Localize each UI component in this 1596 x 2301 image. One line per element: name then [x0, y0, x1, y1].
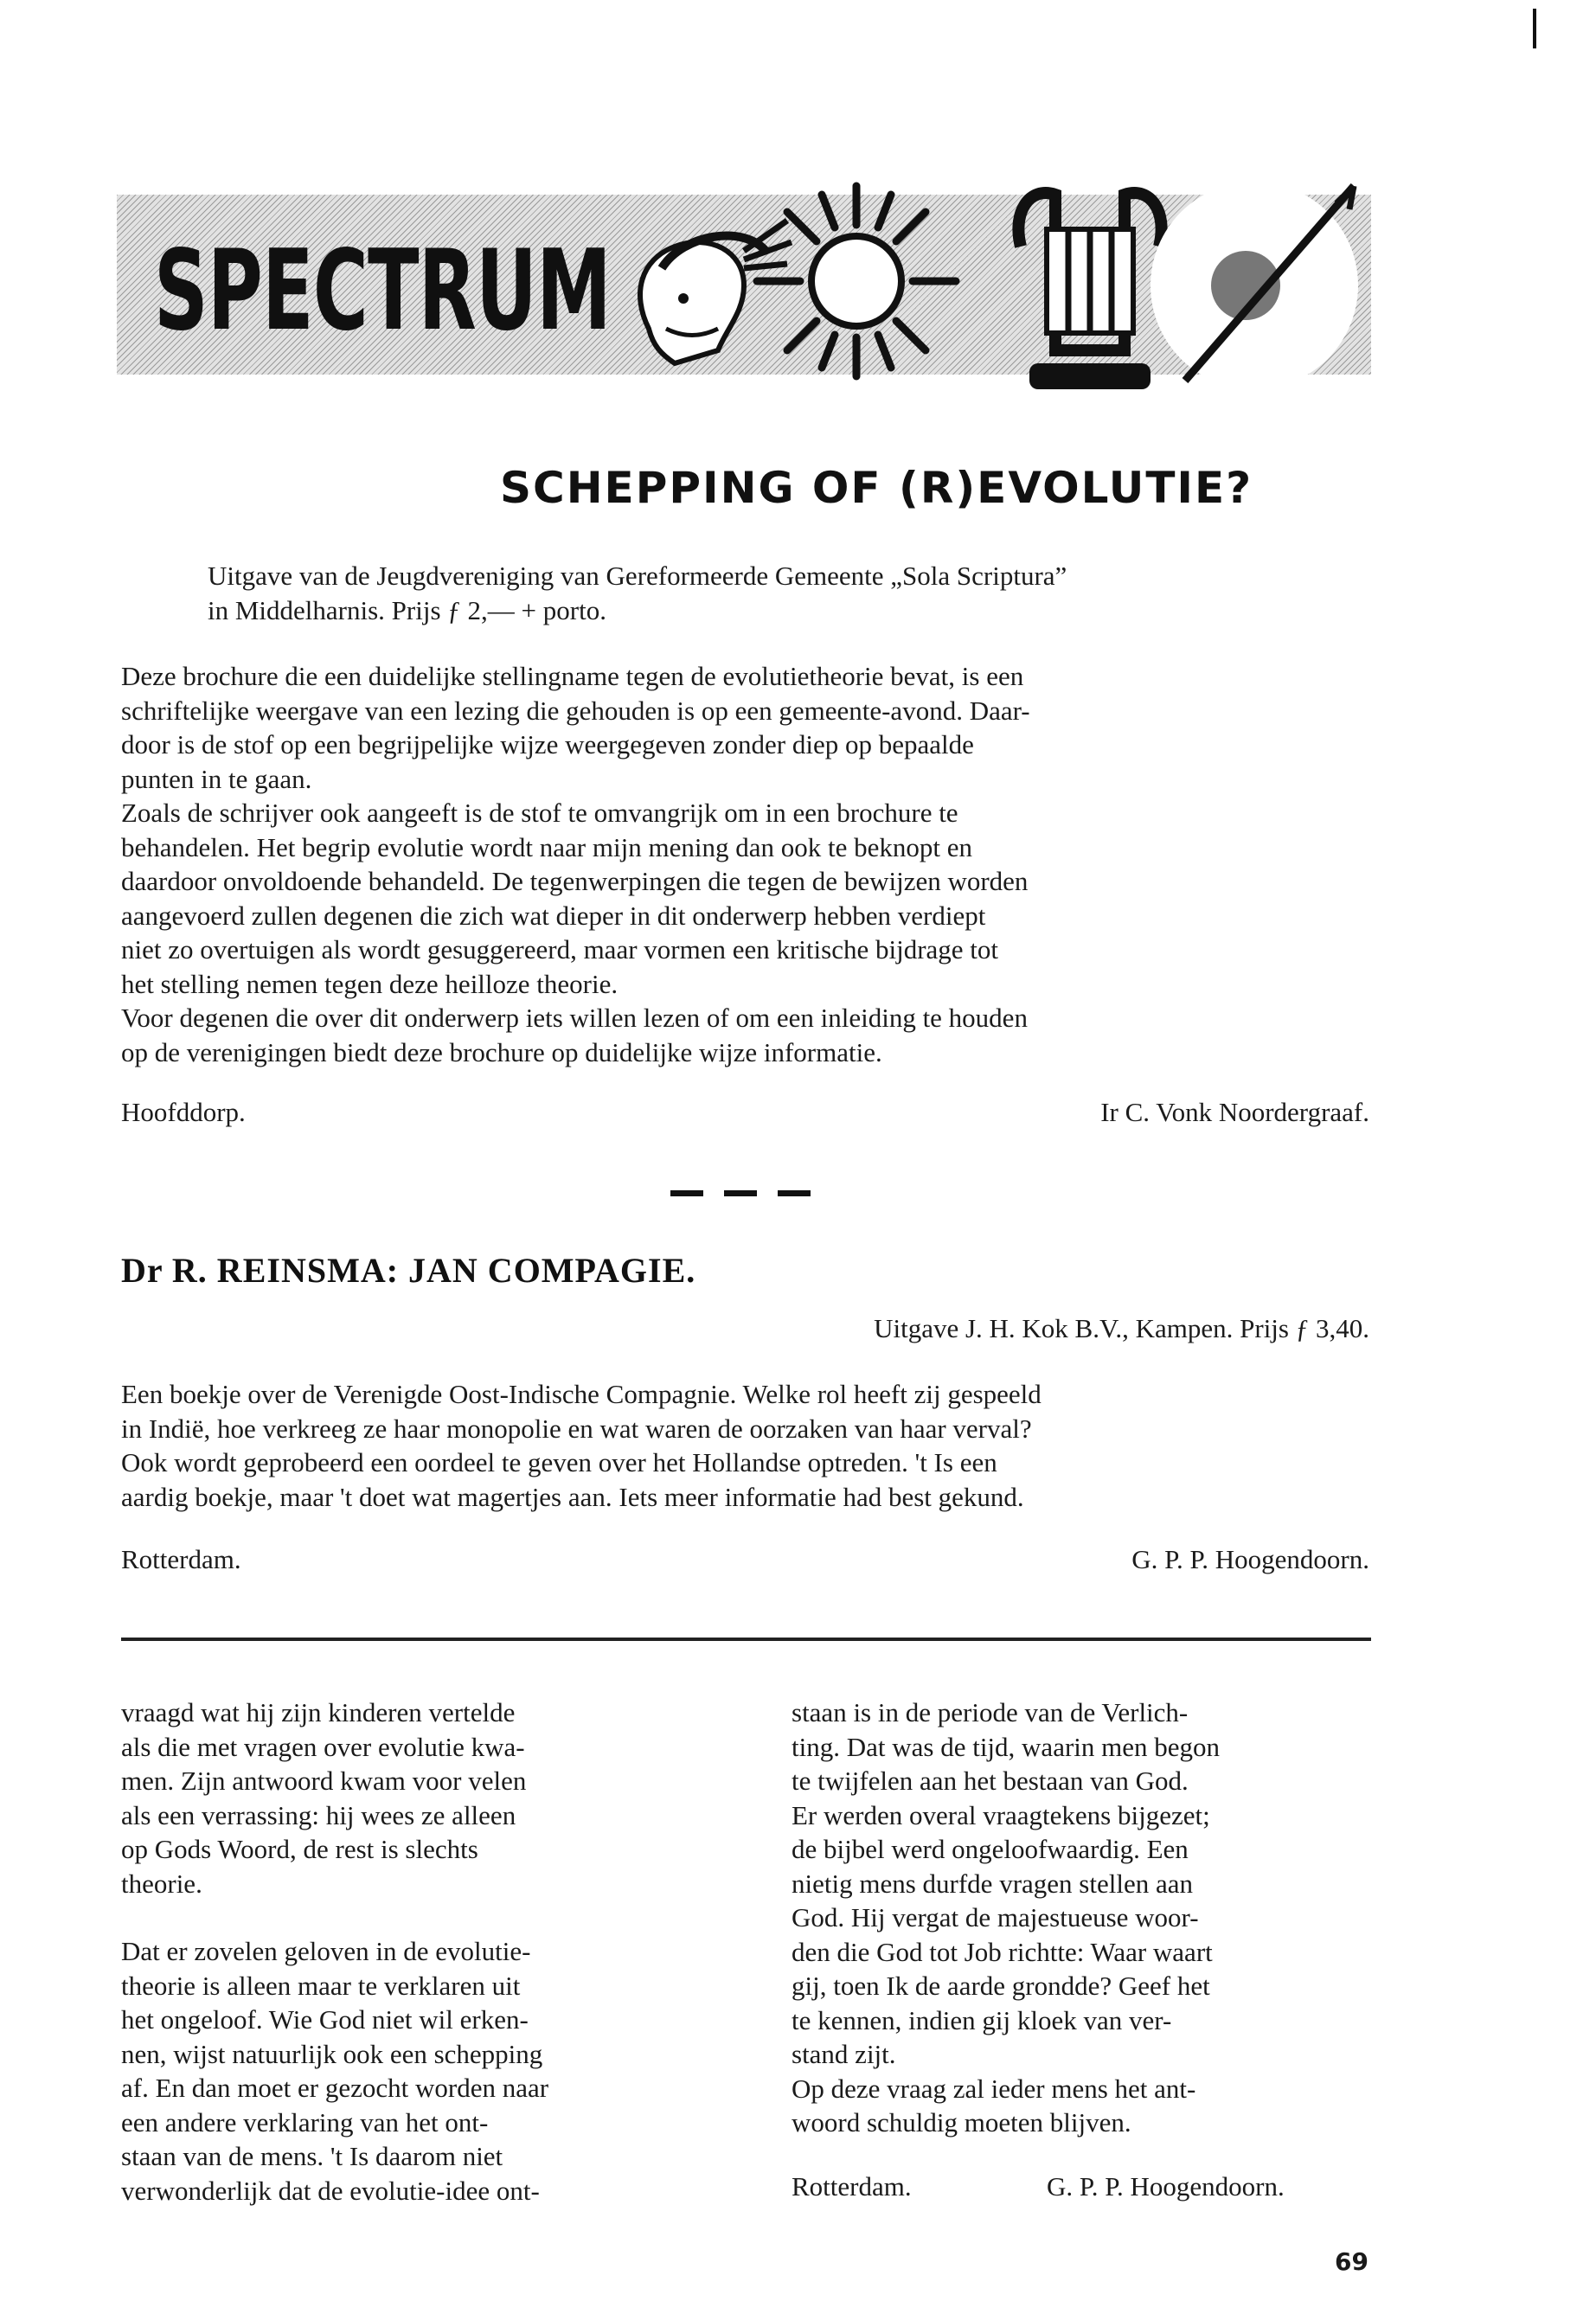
review2-reviewer: G. P. P. Hoogendoorn.: [1131, 1544, 1369, 1574]
paragraph: [121, 1934, 699, 2208]
print-mark: [1533, 9, 1536, 48]
review2-title: Dr R. REINSMA: JAN COMPAGIE.: [121, 1251, 696, 1290]
text-line: theorie is alleen maar te verklaren uit: [121, 1970, 521, 2001]
text-line: stand zijt.: [792, 2039, 896, 2069]
text-line: den die God tot Job richtte: Waar waart: [792, 1936, 1213, 1967]
review1-reviewer: Ir C. Vonk Noordergraaf.: [1100, 1097, 1369, 1127]
text-line: een andere verklaring van het ont-: [121, 2106, 489, 2138]
left-column: [121, 1695, 699, 2208]
text-line: nen, wijst natuurlijk ook een schepping: [121, 2038, 543, 2069]
text-line: aangevoerd zullen degenen die zich wat dieper in dit onderwerp hebben verdiept: [121, 900, 986, 931]
text-line: God. Hij vergat de majestueuse woor-: [792, 1902, 1199, 1932]
text-line: te twijfelen aan het bestaan van God.: [792, 1766, 1189, 1796]
text-line: te kennen, indien gij kloek van ver-: [792, 2004, 1172, 2035]
text-line: in Middelharnis. Prijs ƒ 2,— + porto.: [208, 594, 606, 625]
column-author: G. P. P. Hoogendoorn.: [1047, 2171, 1285, 2202]
text-line: niet zo overtuigen als wordt gesuggereerd, maar vormen een kritische bijdrage tot: [121, 934, 999, 965]
text-line: de bijbel werd ongeloofwaardig. Een: [792, 1834, 1189, 1864]
sun-icon: [757, 186, 956, 376]
text-line: gij, toen Ik de aarde grondde? Geef het: [792, 1971, 1210, 2001]
target-arrow-icon: [1151, 182, 1358, 389]
text-line: Dat er zovelen geloven in de evolutie-: [121, 1936, 531, 1966]
review2-publisher: Uitgave J. H. Kok B.V., Kampen. Prijs ƒ 3,40.: [874, 1313, 1369, 1343]
review2-place: Rotterdam.: [121, 1544, 241, 1574]
text-line: woord schuldig moeten blijven.: [792, 2107, 1131, 2138]
lyre-icon: [1018, 193, 1161, 389]
paragraph: [121, 1695, 699, 1900]
review1-place: Hoofddorp.: [121, 1097, 246, 1127]
paragraph: [792, 1695, 1369, 2140]
text-line: behandelen. Het begrip evolutie wordt naar mijn mening dan ook te beknopt en: [121, 831, 972, 862]
text-line: verwonderlijk dat de evolutie-idee ont-: [121, 2175, 540, 2206]
dash: [724, 1190, 757, 1196]
text-line: Deze brochure die een duidelijke stellingname tegen de evolutietheorie bevat, is een: [121, 661, 1024, 691]
text-line: Een boekje over de Verenigde Oost-Indische Compagnie. Welke rol heeft zij gespeeld: [121, 1379, 1042, 1409]
text-line: staan is in de periode van de Verlich-: [792, 1697, 1189, 1727]
text-line: Voor degenen die over dit onderwerp iets willen lezen of om een inleiding te houden: [121, 1003, 1028, 1033]
text-line: op de verenigingen biedt deze brochure op duidelijke wijze informatie.: [121, 1036, 882, 1067]
column-place: Rotterdam.: [792, 2171, 912, 2202]
text-line: staan van de mens. 't Is daarom niet: [121, 2141, 503, 2171]
dash: [670, 1190, 703, 1196]
text-line: als die met vragen over evolutie kwa-: [121, 1731, 525, 1762]
text-line: vraagd wat hij zijn kinderen vertelde: [121, 1697, 516, 1727]
text-line: theorie.: [121, 1868, 202, 1899]
dash: [778, 1190, 811, 1196]
banner-emblems: [597, 164, 1375, 424]
review1-publisher: [208, 559, 1371, 627]
text-line: het ongeloof. Wie God niet wil erken-: [121, 2004, 529, 2035]
text-line: af. En dan moet er gezocht worden naar: [121, 2073, 549, 2103]
text-line: Er werden overal vraagtekens bijgezet;: [792, 1799, 1210, 1830]
review1-body: [121, 659, 1371, 1069]
text-line: het stelling nemen tegen deze heilloze theorie.: [121, 968, 619, 999]
horizontal-rule: [121, 1638, 1371, 1641]
text-line: daardoor onvoldoende behandeld. De tegenwerpingen die tegen de bewijzen worden: [121, 866, 1029, 896]
text-line: Op deze vraag zal ieder mens het ant-: [792, 2073, 1196, 2104]
text-line: Zoals de schrijver ook aangeeft is de stof te omvangrijk om in een brochure te: [121, 798, 958, 828]
text-line: ting. Dat was de tijd, waarin men begon: [792, 1731, 1221, 1762]
section-separator: [670, 1185, 831, 1201]
text-line: men. Zijn antwoord kwam voor velen: [121, 1766, 527, 1796]
text-line: op Gods Woord, de rest is slechts: [121, 1834, 478, 1864]
banner-title: SPECTRUM: [154, 227, 612, 356]
text-line: in Indië, hoe verkreeg ze haar monopolie en wat waren de oorzaken van haar verval?: [121, 1413, 1032, 1444]
text-line: aardig boekje, maar 't doet wat magertjes aan. Iets meer informatie had best gekund.: [121, 1481, 1024, 1512]
text-line: door is de stof op een begrijpelijke wijze weergegeven zonder diep op bepaalde: [121, 729, 974, 760]
text-line: schriftelijke weergave van een lezing die gehouden is op een gemeente-avond. Daar-: [121, 695, 1030, 726]
review2-body: [121, 1377, 1371, 1514]
text-line: als een verrassing: hij wees ze alleen: [121, 1799, 516, 1830]
hermes-head-icon: [640, 221, 792, 363]
text-line: Ook wordt geprobeerd een oordeel te geven over het Hollandse optreden. 't Is een: [121, 1447, 997, 1477]
page-number: 69: [1335, 2247, 1368, 2276]
text-line: punten in te gaan.: [121, 763, 312, 794]
right-column: [792, 1695, 1369, 2140]
review1-title: SCHEPPING OF (R)EVOLUTIE?: [500, 463, 1253, 513]
text-line: nietig mens durfde vragen stellen aan: [792, 1868, 1193, 1899]
text-line: Uitgave van de Jeugdvereniging van Gereformeerde Gemeente „Sola Scriptura”: [208, 561, 1067, 591]
